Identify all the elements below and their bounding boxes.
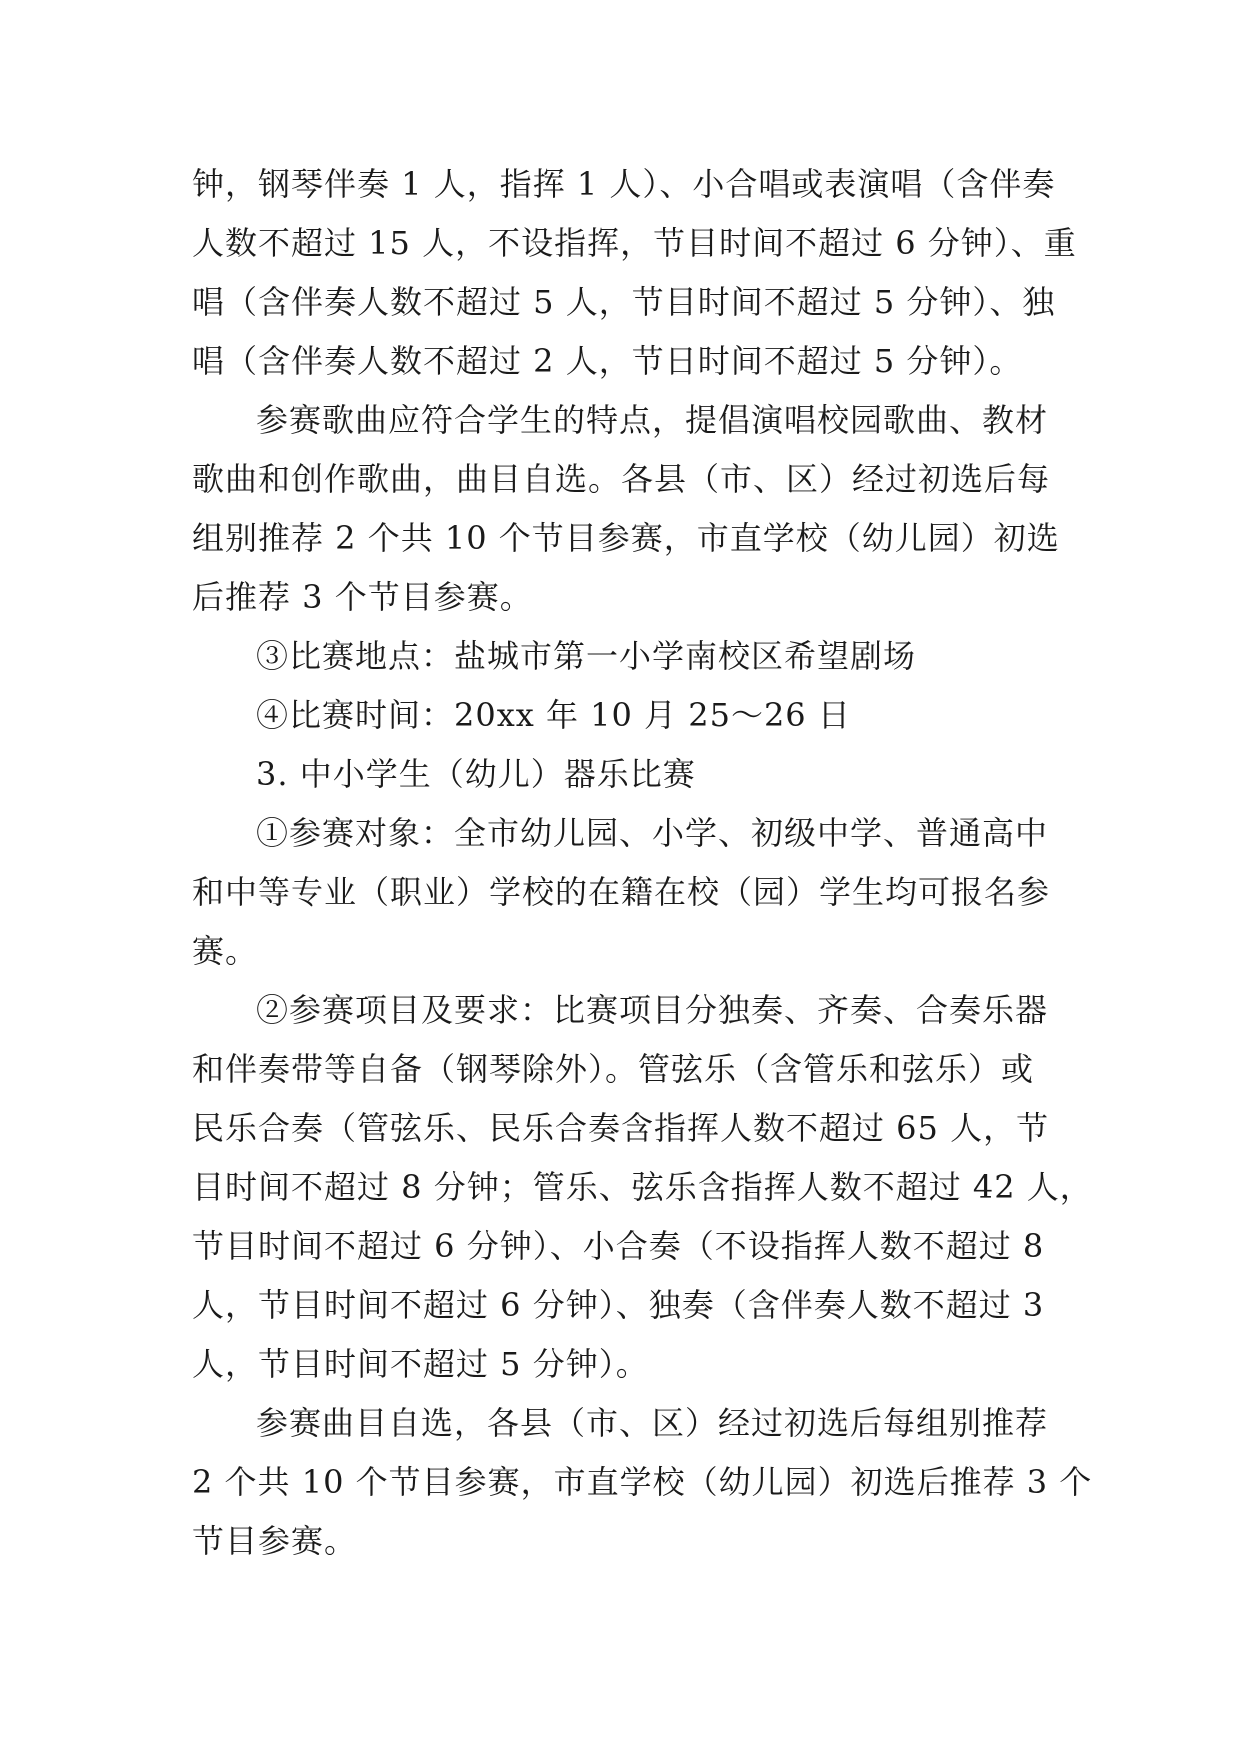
text-line-3: 唱（含伴奏人数不超过 5 人，节目时间不超过 5 分钟）、独 <box>192 283 1056 321</box>
text-line-10: ④比赛时间：20xx 年 10 月 25～26 日 <box>256 696 851 734</box>
text-line-5: 参赛歌曲应符合学生的特点，提倡演唱校园歌曲、教材 <box>256 401 1049 439</box>
text-line-6: 歌曲和创作歌曲，曲目自选。各县（市、区）经过初选后每 <box>192 460 1051 498</box>
text-line-24: 节目参赛。 <box>192 1522 358 1560</box>
text-line-21: 人，节目时间不超过 5 分钟）。 <box>192 1345 649 1383</box>
text-line-22: 参赛曲目自选，各县（市、区）经过初选后每组别推荐 <box>256 1404 1049 1442</box>
text-line-4: 唱（含伴奏人数不超过 2 人，节日时间不超过 5 分钟）。 <box>192 342 1023 380</box>
text-line-7: 组别推荐 2 个共 10 个节目参赛，市直学校（幼儿园）初选 <box>192 519 1060 557</box>
text-line-16: 和伴奏带等自备（钢琴除外）。管弦乐（含管乐和弦乐）或 <box>192 1050 1035 1088</box>
section-heading: 3. 中小学生（幼儿）器乐比赛 <box>256 755 696 793</box>
text-line-15: ②参赛项目及要求：比赛项目分独奏、齐奏、合奏乐器 <box>256 991 1049 1029</box>
text-line-17: 民乐合奏（管弦乐、民乐合奏含指挥人数不超过 65 人，节 <box>192 1109 1050 1147</box>
document-body <box>192 155 1093 1571</box>
text-line-13: 和中等专业（职业）学校的在籍在校（园）学生均可报名参 <box>192 873 1051 911</box>
text-line-18: 目时间不超过 8 分钟；管乐、弦乐含指挥人数不超过 42 人， <box>192 1168 1093 1206</box>
text-line-1: 钟，钢琴伴奏 1 人，指挥 1 人）、小合唱或表演唱（含伴奏 <box>192 165 1056 203</box>
text-line-14: 赛。 <box>192 932 259 970</box>
text-line-20: 人，节目时间不超过 6 分钟）、独奏（含伴奏人数不超过 3 <box>192 1286 1045 1324</box>
text-line-19: 节目时间不超过 6 分钟）、小合奏（不设指挥人数不超过 8 <box>192 1227 1045 1265</box>
text-line-8: 后推荐 3 个节目参赛。 <box>192 578 533 616</box>
text-line-2: 人数不超过 15 人，不设指挥，节目时间不超过 6 分钟）、重 <box>192 224 1077 262</box>
text-line-23: 2 个共 10 个节目参赛，市直学校（幼儿园）初选后推荐 3 个 <box>192 1463 1093 1501</box>
text-line-9: ③比赛地点：盐城市第一小学南校区希望剧场 <box>256 637 917 675</box>
text-line-12: ①参赛对象：全市幼儿园、小学、初级中学、普通高中 <box>256 814 1049 852</box>
